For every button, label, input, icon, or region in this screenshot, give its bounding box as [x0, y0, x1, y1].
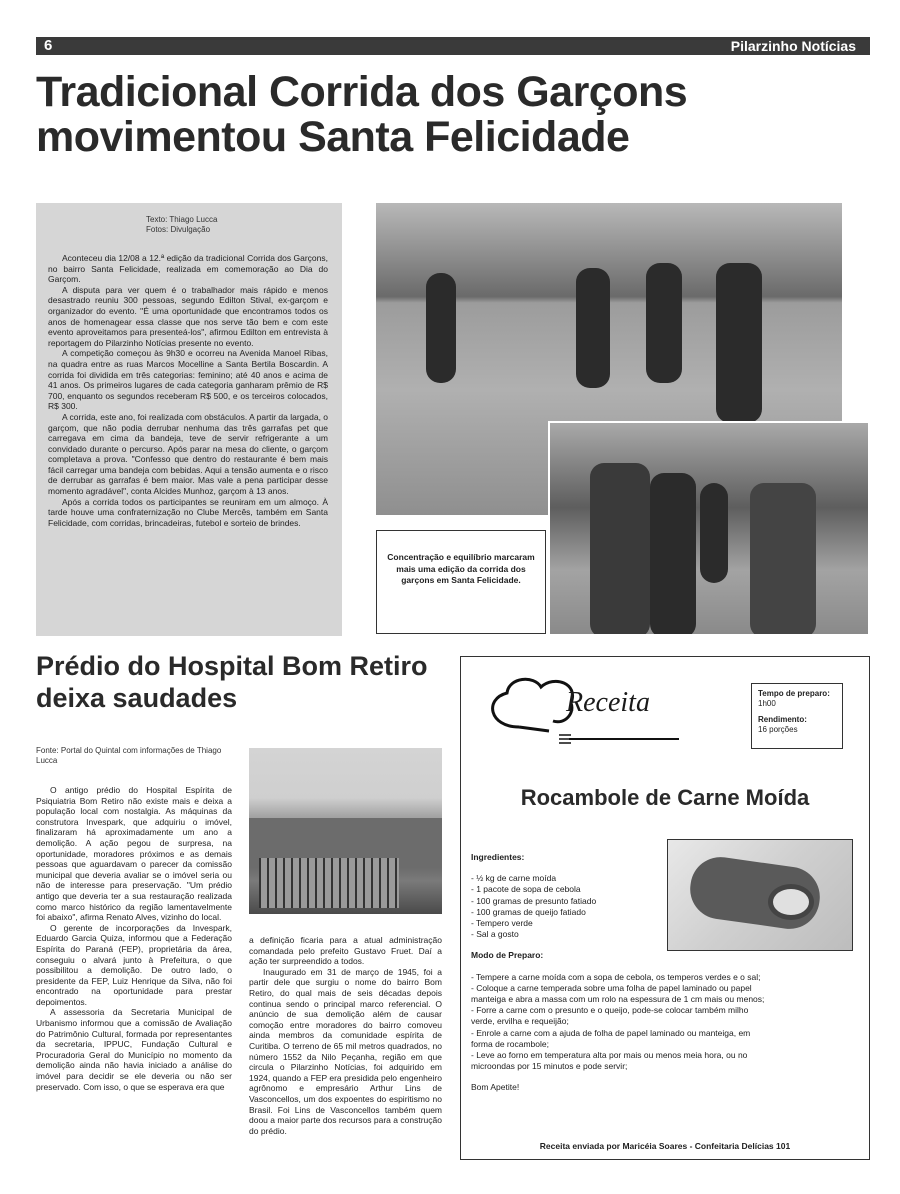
- prep-info-box: [751, 683, 843, 749]
- article-text-box: [36, 203, 342, 636]
- ingredient-item: - Tempero verde: [471, 918, 533, 929]
- yield-value: 16 porções: [758, 725, 798, 734]
- paragraph: Inaugurado em 31 de março de 1945, foi a partir dele que surgiu o nome do bairro Bom Retiro, do qual mais de seis décadas depois continua sendo o principal marco referencial. O anúncio de sua demolição além de causar comoção entre moradores do bairro comoveu ainda membros da comunidade espírita de Curitiba. O terreno de 65 mil metros quadrados, no número 1552 da Nilo Peçanha, região em que circula o Pilarzinho Notícias, foi adquirido em 1924, quando a FEP era presidida pelo engenheiro agrônomo e empresário Arthur Lins de Vasconcellos, um dos expoentes do espiritismo no Brasil. Foi Lins de Vasconcellos também quem doou a maior parte dos recursos para a construção do prédio.: [249, 966, 442, 1136]
- yield-label: Rendimento:: [758, 715, 807, 724]
- article-credits: [146, 215, 217, 235]
- credit-photos: Fotos: Divulgação: [146, 225, 211, 234]
- paragraph: O gerente de incorporações da Invespark, Eduardo Garcia Quiza, informou que a Federação Espírita do Paraná (FEP), proprietária da área, conseguiu o alvará junto à Prefeitura, o que possibilitou a demolição. De outro lado, o presidente da FEP, Luiz Henrique da Silva, não foi encontrado na oportunidade para prestar depoimentos.: [36, 922, 232, 1007]
- paragraph: A corrida, este ano, foi realizada com obstáculos. A partir da largada, o garçom, que não podia derrubar nenhuma das três garrafas pet que carregava em cima da bandeja, teve de servir refrigerante a um convidado durante o percurso. Após parar na mesa do cliente, o garçom completava a prova. "Confesso que dentro do restaurante é bem mais fácil carregar uma bandeja com bebidas. Aqui a tensão aumenta e o risco de derrubar as garrafas é bem maior. Mas vale a pena participar desse momento agradável", conta Alcides Munhoz, garçom à 13 anos.: [48, 411, 329, 497]
- recipe-closing: Bom Apetite!: [471, 1082, 520, 1093]
- article2-column-1: [36, 785, 232, 1092]
- page-number: 6: [44, 37, 53, 54]
- method-step: - Enrole a carne com a ajuda de folha de papel laminado ou manteiga, em forma de rocambole;: [471, 1027, 751, 1049]
- runner-figure: [576, 268, 610, 388]
- recipe-text: [471, 852, 765, 1094]
- recipe-logo-word: Receita: [566, 687, 650, 718]
- method-step: - Tempere a carne moída com a sopa de cebola, os temperos verdes e o sal;: [471, 971, 761, 982]
- ingredients-label: Ingredientes:: [471, 852, 525, 862]
- header-bar: [36, 37, 870, 55]
- method-step: - Coloque a carne temperada sobre uma folha de papel laminado ou papel manteiga e abra a massa com um rolo na espessura de 1 cm mais ou menos;: [471, 982, 765, 1005]
- paragraph: Após a corrida todos os participantes se reuniram em um almoço. À tarde houve uma confraternização no Clube Mercês, também em Santa Felicidade, com corridas, brincadeiras, futebol e sorteio de brindes.: [48, 496, 328, 528]
- runner-figure: [750, 483, 816, 636]
- paragraph: Aconteceu dia 12/08 a 12.ª edição da tradicional Corrida dos Garçons, no bairro Santa Felicidade, realizada em comemoração ao Dia do Garçom.: [48, 253, 328, 285]
- recipe-footer: Receita enviada por Maricéia Soares - Confeitaria Delícias 101: [539, 1141, 791, 1151]
- runner-figure: [646, 263, 682, 383]
- paragraph: O antigo prédio do Hospital Espírita de Psiquiatria Bom Retiro não existe mais e deixa a população local com nostalgia. As máquinas da construtora Invespark, que adquiriu o imóvel, finalizaram há aproximadamente um ano a demolição. A ação pegou de surpresa, na oportunidade, moradores próximos e as demais pessoas que aguardavam o parecer da comissão municipal que deveria avaliar se o imóvel seria ou não de interesse para preservação. "Um prédio antigo que deveria ter a sua restauração realizada como marco histórico da região lamentavelmente foi abaixo", afirma Renato Alves, vizinho do local.: [36, 785, 232, 923]
- credit-text: Texto: Thiago Lucca: [146, 215, 218, 224]
- ingredient-item: - ½ kg de carne moída: [471, 873, 557, 884]
- photo-caption: Concentração e equilíbrio marcaram mais uma edição da corrida dos garçons em Santa Felicidade.: [387, 552, 535, 585]
- meatloaf-slice-shape: [768, 884, 814, 920]
- paragraph: A disputa para ver quem é o trabalhador mais rápido e menos desastrado reuniu 300 pessoas, segundo Edilton Stival, ex-garçom e organizador do evento. "É uma oportunidade que encontramos todos os anos de homenagear essa classe que nos serve tão bem e com este evento aproveitamos para presenteá-los", afirmou Edilton em entrevista à reportagem do Pilarzinho Notícias presente no evento.: [48, 284, 328, 348]
- paragraph: A competição começou às 9h30 e ocorreu na Avenida Manoel Ribas, na quadra entre as ruas Marcos Mocelline a Santa Bertila Boscardin. A corrida foi dividida em três categorias: feminino; até 40 anos e acima de 41 anos. Os primeiros lugares de cada categoria ganharam prêmio de R$ 700, enquanto os segundos receberam R$ 500, e os terceiros colocados, R$ 300.: [48, 348, 328, 412]
- article2-headline: Prédio do Hospital Bom Retiro deixa saudades: [36, 651, 428, 713]
- method-label: Modo de Preparo:: [471, 950, 544, 961]
- runner-figure: [716, 263, 762, 423]
- ingredient-item: - 1 pacote de sopa de cebola: [471, 884, 581, 895]
- recipe-title: Rocambole de Carne Moída: [520, 785, 810, 810]
- prep-time-label: Tempo de preparo:: [758, 689, 830, 698]
- ingredient-item: - 100 gramas de queijo fatiado: [471, 906, 586, 917]
- race-photo-inset: [548, 421, 870, 636]
- paragraph: a definição ficaria para a atual administração comandada pelo prefeito Gustavo Fruet. Daí a ação ter surpreendido a todos.: [249, 935, 442, 967]
- method-step: - Forre a carne com o presunto e o queijo, pode-se colocar também milho verde, ervilha e requeijão;: [471, 1005, 749, 1027]
- runner-figure: [700, 483, 728, 583]
- fence-shape: [259, 858, 399, 908]
- article-headline: Tradicional Corrida dos Garçons movimentou Santa Felicidade: [36, 68, 688, 161]
- article2-source: Fonte: Portal do Quintal com informações de Thiago Lucca: [36, 746, 222, 765]
- runner-figure: [426, 273, 456, 383]
- method-step: - Leve ao forno em temperatura alta por mais ou menos meia hora, ou no microondas por 15 minutos e pode servir;: [471, 1050, 748, 1072]
- recipe-box: [460, 656, 870, 1160]
- ingredient-item: - Sal a gosto: [471, 929, 519, 940]
- article2-column-2: [249, 935, 442, 1136]
- photo-caption-box: [376, 530, 546, 634]
- publication-name: Pilarzinho Notícias: [730, 38, 856, 54]
- prep-time-value: 1h00: [758, 699, 776, 708]
- paragraph: A assessoria da Secretaria Municipal de Urbanismo informou que a comissão de Avaliação do Patrimônio Cultural, formada por representantes da secretaria, IPPUC, Fundação Cultural e Procuradoria Geral do Município no momento da demolição ainda não havia iniciado a análise do imóvel para decidir se ele deveria ou não ser preservado. Com isso, o que se esperava era que: [36, 1007, 232, 1092]
- demolition-photo: [249, 748, 442, 914]
- runner-figure: [590, 463, 650, 636]
- ingredient-item: - 100 gramas de presunto fatiado: [471, 895, 597, 906]
- article-body: [48, 253, 328, 528]
- runner-figure: [650, 473, 696, 636]
